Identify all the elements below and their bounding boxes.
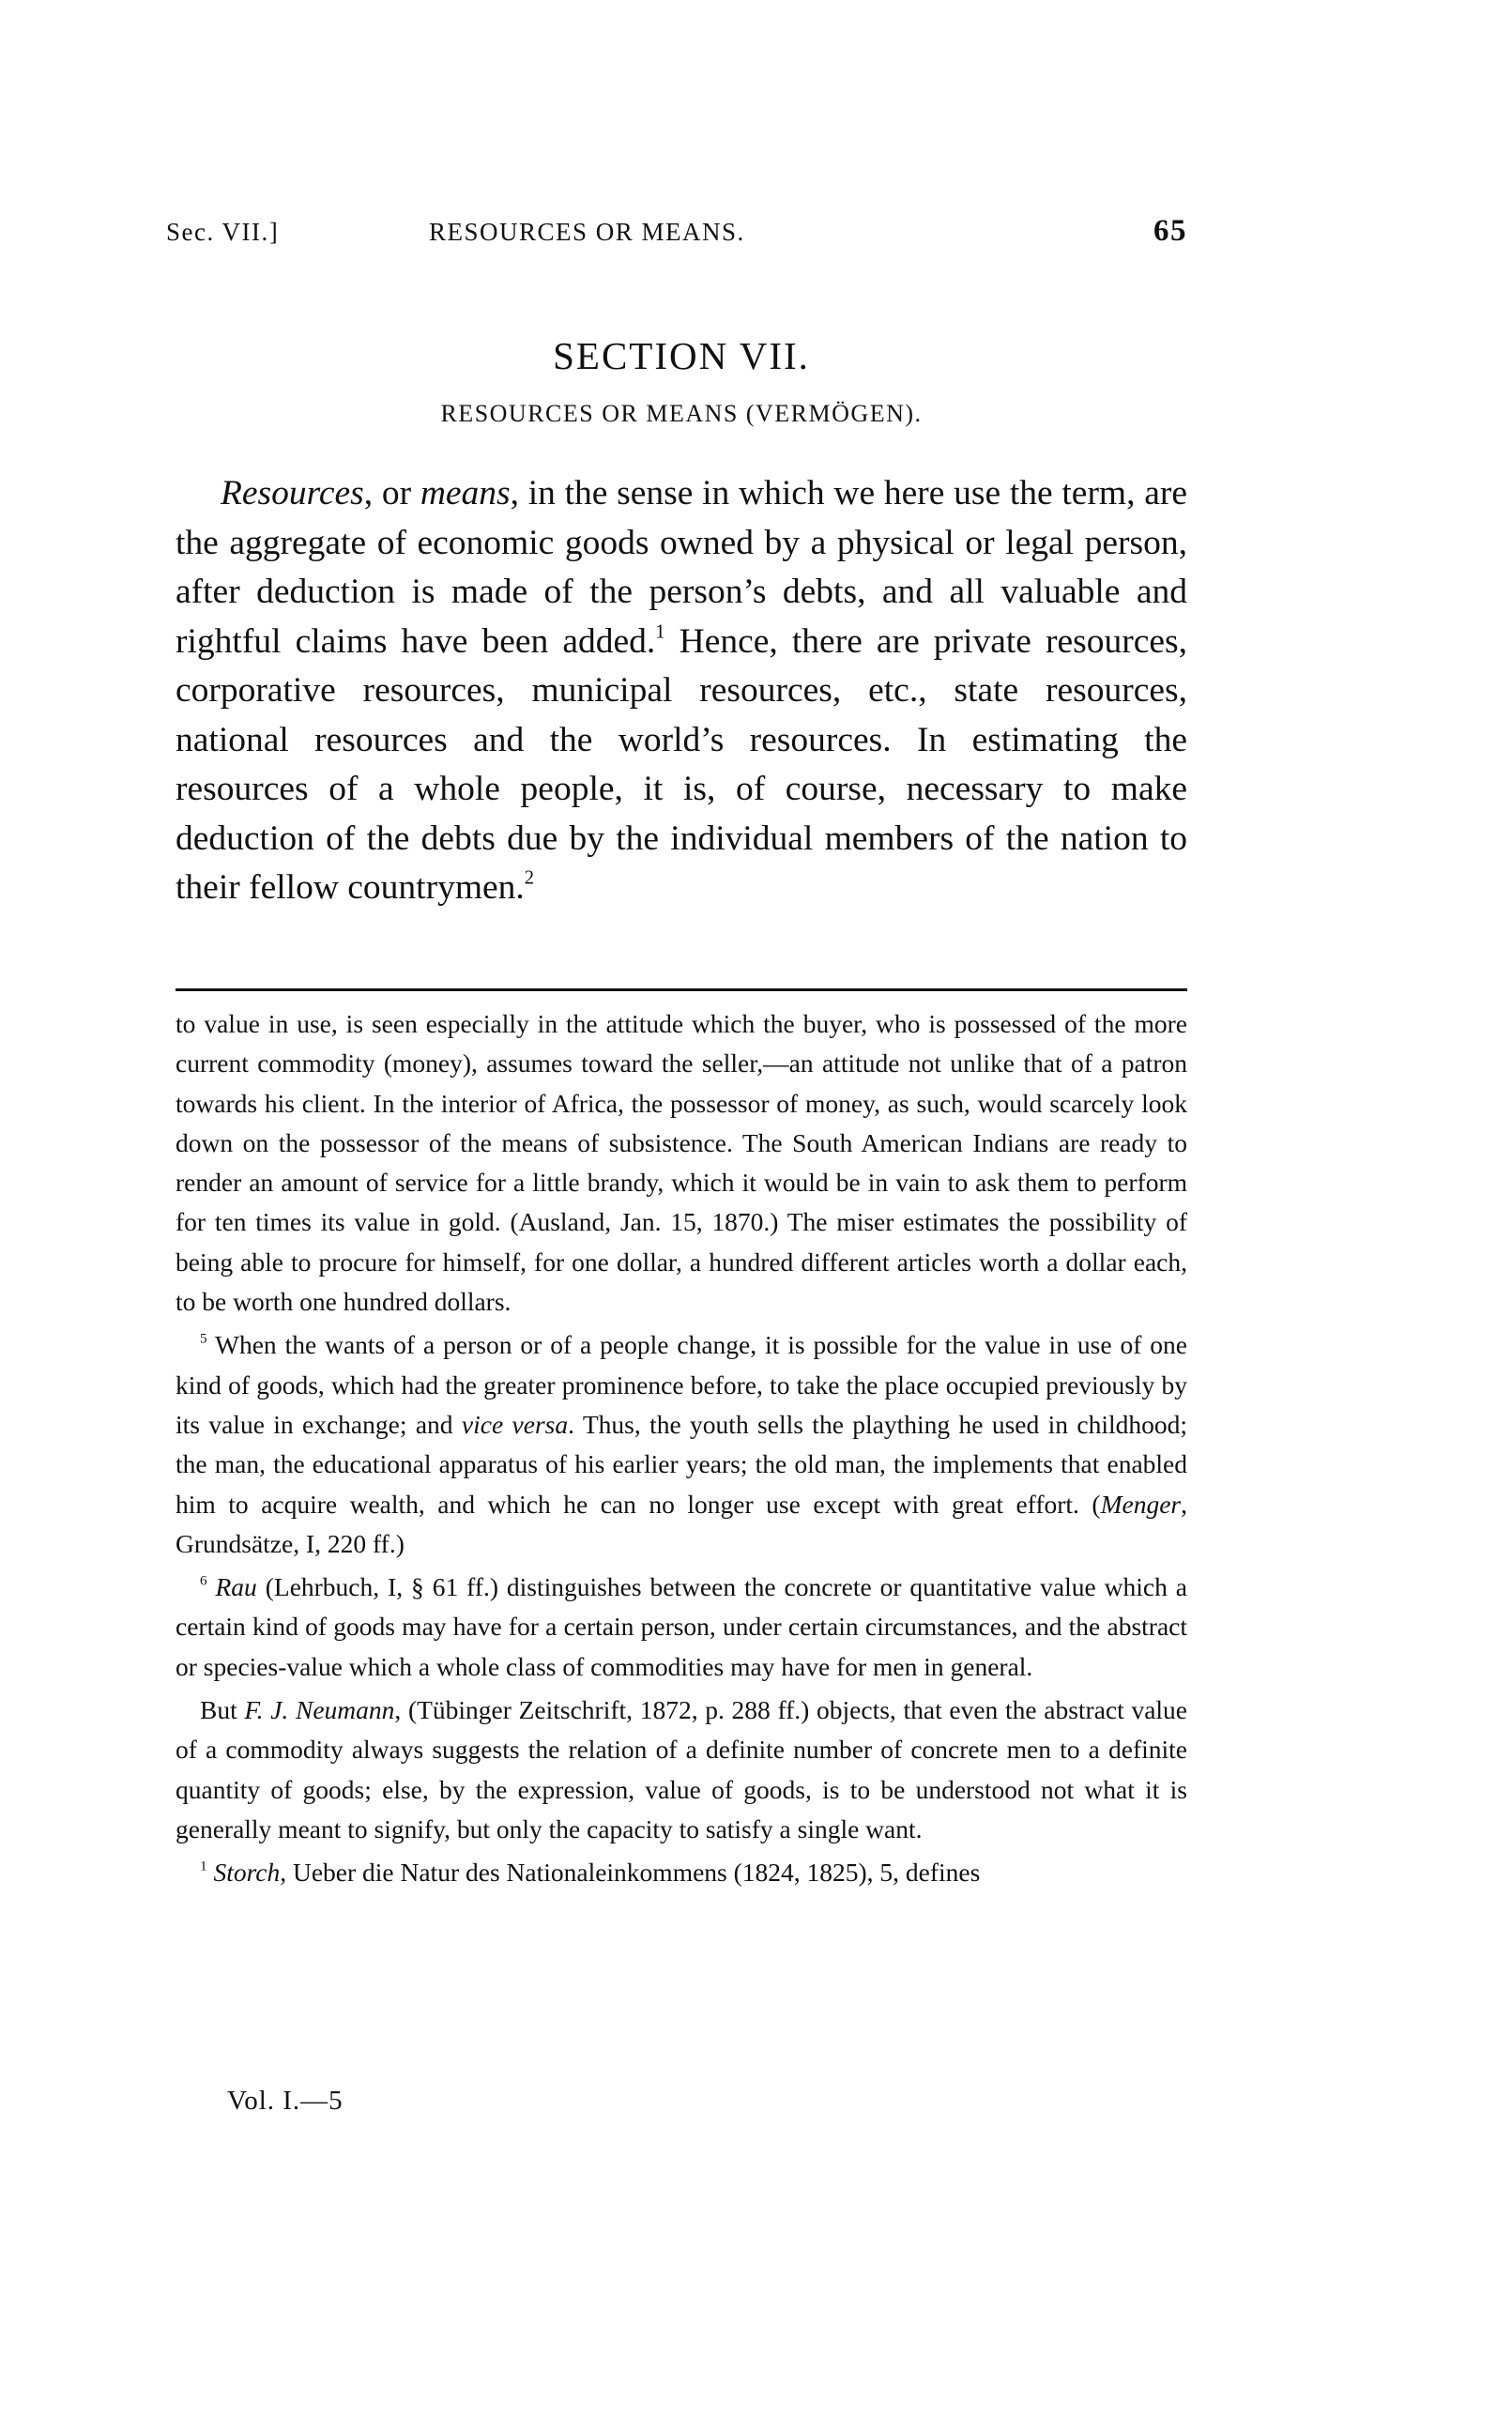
footnote-6-continued: But F. J. Neumann, (Tübinger Zeitschrift, 1872, p. 288 ff.) objects, that even the abstract value of a commodity always suggests the relation of a definite number of concrete men to a definite quantity of goods; else, by the expression, value of goods, is to be understood not what it is generally meant to signify, but only the capacity to satisfy a single want. <box>176 1695 1187 1843</box>
footnotes <box>176 1004 1187 1893</box>
footnote-marker: 1 <box>200 1859 207 1874</box>
section-title: SECTION VII. <box>553 334 810 377</box>
body-paragraph: Resources, or means, in the sense in which we here use the term, are the aggregate of economic goods owned by a physical or legal person, after deduction is made of the person’s debts, and all valuable and rightful claims have been added.$^1$ Hence, there are private resources, corporative resources, municipal resources, etc., state resources, national resources and the world’s resources. In estimating the resources of a whole people, it is, of course, necessary to make deduction of the debts due by the individual members of the nation to their fellow countrymen.$^2$ <box>176 474 1187 907</box>
footnote-1: $^1$ Storch, Ueber die Natur des Nationaleinkommens (1824, 1825), 5, defines <box>200 1858 981 1888</box>
term-means: means <box>420 474 511 512</box>
footnote-ref-1[interactable]: 1 <box>655 621 665 643</box>
footnote-6: $^6$ Rau (Lehrbuch, I, § 61 ff.) distinguishes between the concrete or quantitative value which a certain kind of goods may have for a certain person, under certain circumstances, and the abstract or species-value which a whole class of commodities may have for men in general. <box>176 1572 1188 1681</box>
footnote-rule <box>176 988 1187 991</box>
section-subtitle: RESOURCES OR MEANS (VERMÖGEN). <box>440 400 923 427</box>
footnote-marker: 6 <box>200 1573 207 1589</box>
footnote-marker: 5 <box>200 1332 207 1348</box>
footnote-ref-2[interactable]: 2 <box>524 867 535 889</box>
footnote-continued: to value in use, is seen especially in the attitude which the buyer, who is possessed of the more current commodity (money), assumes toward the seller,—an attitude not unlike that of a patron towards his client. In the interior of Africa, the possessor of money, as such, would scarcely look down on the possessor of the means of subsistence. The South American Indians are ready to render an amount of service for a little brandy, which it would be in vain to ask them to perform for ten times its value in gold. (Ausland, Jan. 15, 1870.) The miser estimates the possibility of being able to procure for himself, for one dollar, a hundred different articles worth a dollar each, to be worth one hundred dollars. <box>176 1009 1187 1317</box>
running-head-title: RESOURCES OR MEANS. <box>429 218 745 246</box>
footnote-5: $^5$ When the wants of a person or of a people change, it is possible for the value in use of one kind of goods, which had the greater prominence before, to take the place occupied previously by its value in exchange; and vice versa. Thus, the youth sells the plaything he used in childhood; the man, the educational apparatus of his earlier years; the old man, the implements that enabled him to acquire wealth, and which he can no longer use except with great effort. (Menger, Grundsätze, I, 220 ff.) <box>176 1330 1187 1558</box>
running-head-section: Sec. VII.] <box>166 218 280 246</box>
signature-mark: Vol. I.—5 <box>227 2086 344 2116</box>
term-resources: Resources <box>221 474 364 512</box>
page-number: 65 <box>1153 214 1187 248</box>
body-text <box>176 469 1187 913</box>
running-head <box>166 214 1187 255</box>
